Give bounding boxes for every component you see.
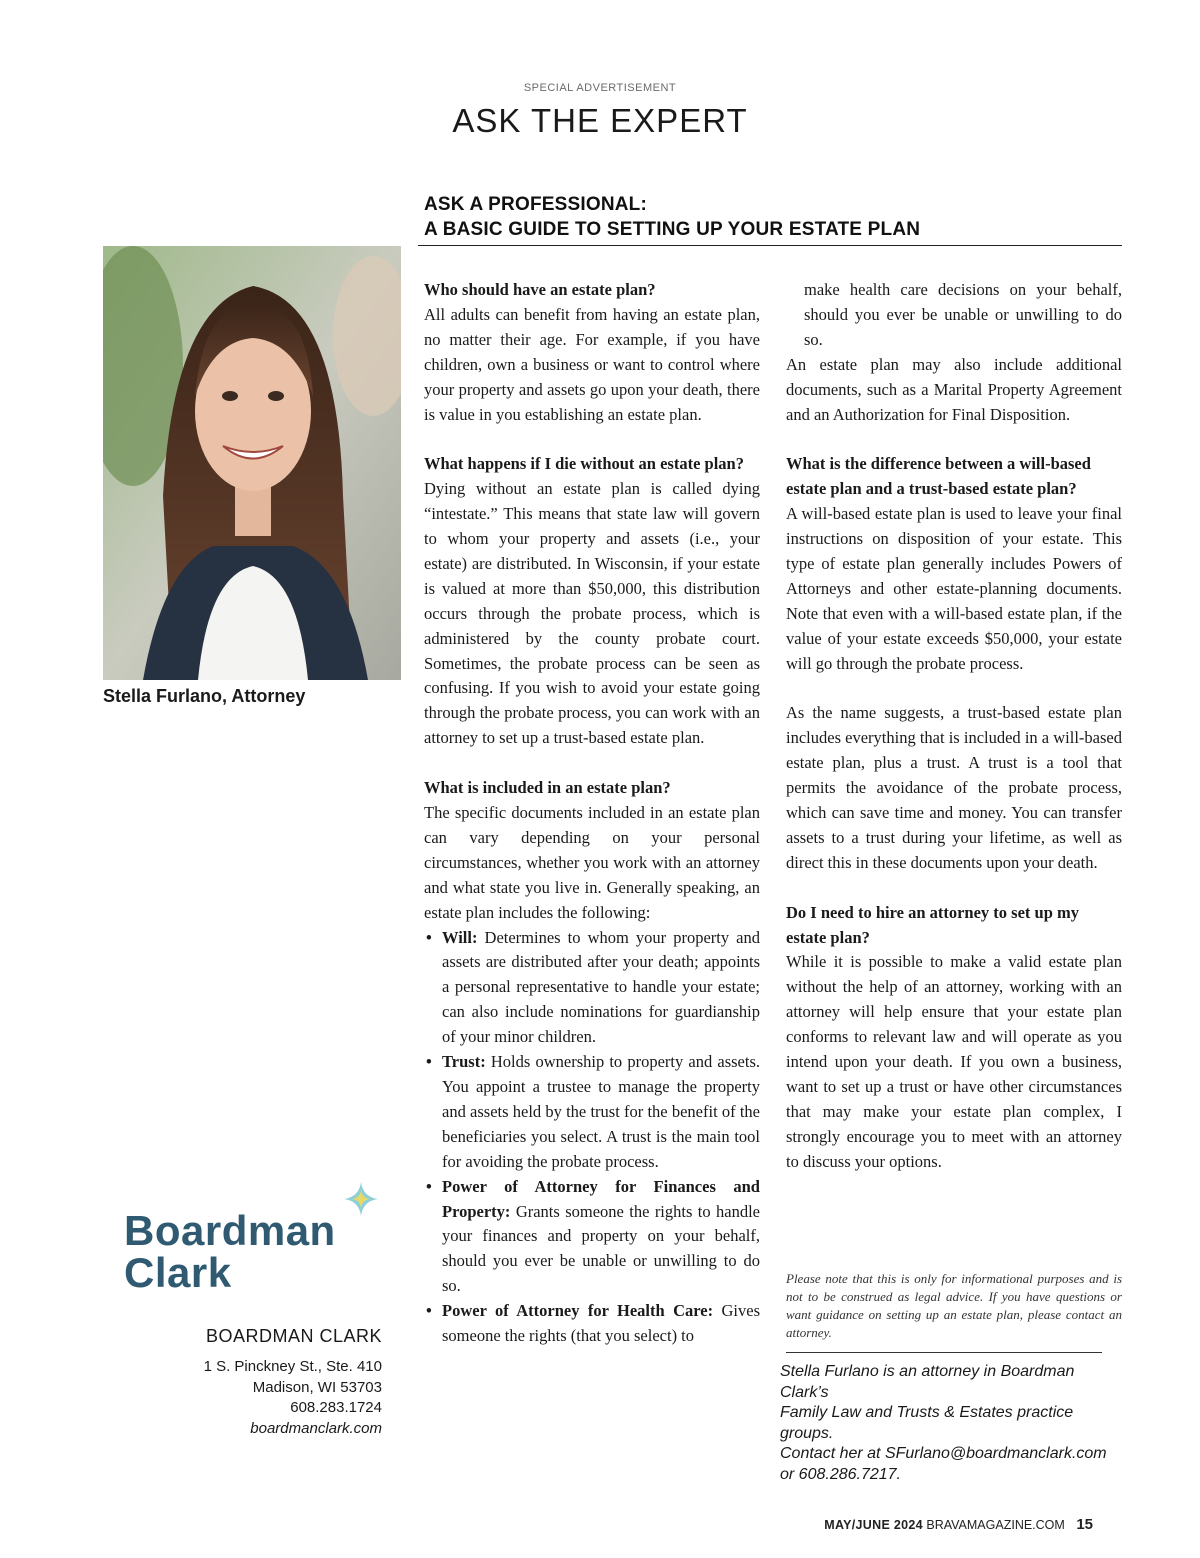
firm-address: 1 S. Pinckney St., Ste. 410 Madison, WI 53703 608.283.1724 boardmanclark.com — [204, 1357, 382, 1439]
headline-line-1: ASK A PROFESSIONAL: — [424, 194, 648, 215]
headline-line-2: A BASIC GUIDE TO SETTING UP YOUR ESTATE PLAN — [424, 219, 921, 240]
portrait-caption: Stella Furlano, Attorney — [103, 686, 306, 706]
answer-paragraph: While it is possible to make a valid estate plan without the help of an attorney, working with an attorney will help ensure that your estate plan conforms to relevant law and will operate as you intend upon your death. If you own a business, want to set up a trust or have other circumstances that may make your estate plan complex, I strongly encourage you to meet with an attorney to discuss your options. — [786, 952, 1122, 1171]
answer-paragraph: Dying without an estate plan is called dying “intestate.” This means that state law will govern to whom your property and assets (i.e., your estate) are distributed. In Wisconsin, if your estate is valued at more than $50,000, this distribution occurs through the probate process, which is administered by the county probate court. Sometimes, the probate process can be seen as confusing. If you wish to avoid your estate going through the probate process, you can work with an attorney to set up a trust-based estate plan. — [424, 479, 760, 748]
boardman-clark-logo — [120, 1180, 390, 1300]
answer-paragraph: An estate plan may also include additional documents, such as a Marital Property Agreement and an Authorization for Final Disposition. — [786, 354, 1122, 424]
answer-paragraph: All adults can benefit from having an estate plan, no matter their age. For example, if you have children, own a business or want to control where your property and assets go upon your death, there is value in you establishing an estate plan. — [424, 304, 760, 424]
star-icon — [342, 1180, 380, 1218]
question-heading: Who should have an estate plan? — [424, 280, 656, 299]
legal-disclaimer: Please note that this is only for informational purposes and is not to be construed as legal advice. If you have questions or want guidance on setting up an estate plan, please contact an attorney. — [786, 1271, 1122, 1340]
answer-paragraph: As the name suggests, a trust-based estate plan includes everything that is included in a will-based estate plan, plus a trust. A trust is a tool that permits the avoidance of the probate process, which can save time and money. You can transfer assets to a trust during your lifetime, as well as direct this in these documents upon your death. — [786, 703, 1122, 872]
logo-word-2: Clark — [124, 1249, 232, 1296]
magazine-site: BRAVAMAGAZINE.COM — [926, 1518, 1065, 1532]
list-item: • Trust: Holds ownership to property and assets. You appoint a trustee to manage the property and assets held by the trust for the benefit of the beneficiaries you select. A trust is the main tool for avoiding the probate process. — [426, 1052, 761, 1171]
answer-paragraph: The specific documents included in an estate plan can vary depending on your personal circumstances, whether you work with an attorney and what state you live in. Generally speaking, an estate plan includes the following: — [424, 803, 760, 922]
article-column-2 — [786, 278, 1122, 1175]
list-item: • Will: Determines to whom your property and assets are distributed after your death; appoints a personal representative to handle your estate; can also include nominations for guardianship of your minor children. — [426, 927, 760, 1047]
issue-date: MAY/JUNE 2024 — [824, 1518, 923, 1532]
firm-phone: 608.283.1724 — [290, 1399, 382, 1416]
author-bio: Stella Furlano is an attorney in Boardman Clark’s Family Law and Trusts & Estates practice groups. Contact her at SFurlano@boardmanclark.com or 608.286.7217. — [780, 1363, 1107, 1483]
firm-name: BOARDMAN CLARK — [205, 1326, 382, 1346]
headline-divider — [418, 245, 1122, 246]
page-number: 15 — [1076, 1516, 1093, 1533]
section-kicker: SPECIAL ADVERTISEMENT — [523, 82, 677, 94]
firm-website: boardmanclark.com — [250, 1419, 382, 1437]
question-heading: What is included in an estate plan? — [424, 778, 671, 798]
continued-list-text: make health care decisions on your behalf, should you ever be unable or unwilling to do so. — [804, 280, 1122, 349]
question-heading: What is the difference between a will-based estate plan and a trust-based estate plan? — [786, 454, 1091, 499]
attorney-portrait-photo — [103, 246, 401, 680]
article-headline — [424, 192, 1122, 242]
logo-word-1: Boardman — [124, 1207, 336, 1254]
page-footer — [824, 1516, 1093, 1533]
estate-plan-documents-list — [424, 926, 760, 1349]
question-heading: Do I need to hire an attorney to set up my estate plan? — [786, 902, 1080, 947]
question-heading: What happens if I die without an estate plan? — [424, 454, 744, 474]
list-item: • Power of Attorney for Health Care: Gives someone the rights (that you select) to — [426, 1301, 760, 1346]
article-column-1 — [424, 278, 760, 1349]
page-title: ASK THE EXPERT — [452, 102, 748, 139]
answer-paragraph: A will-based estate plan is used to leave your final instructions on disposition of your estate. This type of estate plan generally includes Powers of Attorneys and other estate-planning documents. Note that even with a will-based estate plan, if the value of your estate exceeds $50,000, your estate will go through the probate process. — [786, 504, 1122, 673]
list-item: • Power of Attorney for Finances and Property: Grants someone the rights to handle your finances and property on your behalf, should you ever be unable or unwilling to do so. — [426, 1176, 761, 1296]
bio-divider — [786, 1352, 1102, 1353]
